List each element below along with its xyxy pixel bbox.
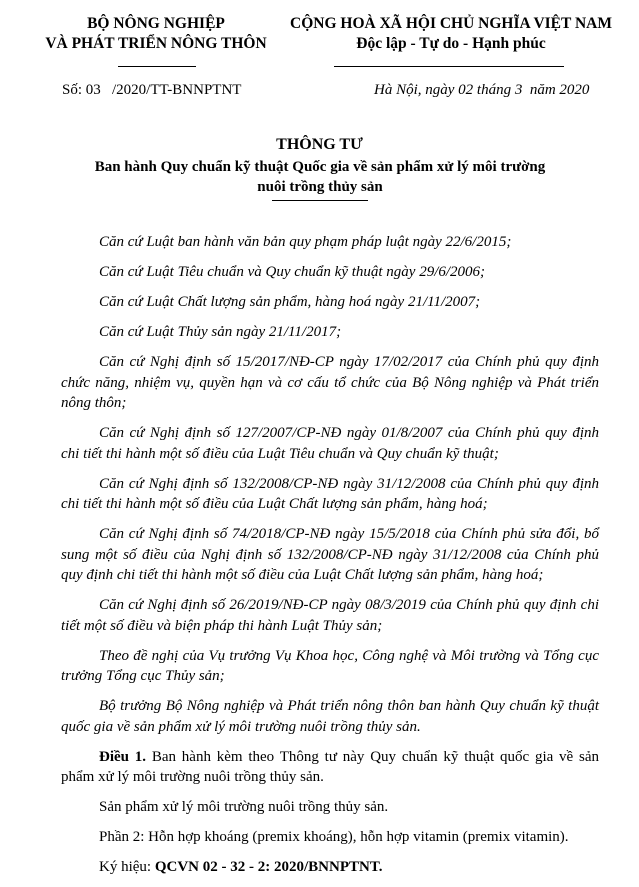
place-and-date: Hà Nội, ngày 02 tháng 3 năm 2020 [374, 82, 590, 98]
ministry-header [22, 14, 290, 54]
document-type: THÔNG TƯ [276, 136, 363, 153]
legal-basis-item: Căn cứ Nghị định số 132/2008/CP-NĐ ngày 31/12/2008 của Chính phủ quy định chi tiết thi hành một số điều của Luật Chất lượng sản phẩm, hàng hoá; [61, 475, 599, 512]
legal-basis-item: Căn cứ Nghị định số 26/2019/NĐ-CP ngày 08/3/2019 của Chính phủ quy định chi tiết một số điều và biện pháp thi hành Luật Thủy sản; [61, 597, 599, 634]
document-title-line1: Ban hành Quy chuẩn kỹ thuật Quốc gia về sản phẩm xử lý môi trường [94, 159, 546, 175]
document-number: Số: 03 /2020/TT-BNNPTNT [62, 82, 242, 98]
article-1-label: Điều 1. [99, 748, 147, 765]
motto-underline [334, 66, 564, 67]
national-motto: Độc lập - Tự do - Hạnh phúc [356, 35, 546, 52]
enactment-paragraph: Bộ trưởng Bộ Nông nghiệp và Phát triển nông thôn ban hành Quy chuẩn kỹ thuật quốc gia về sản phẩm xử lý môi trường nuôi trồng thủy sản. [61, 698, 599, 735]
symbol-line [61, 857, 599, 878]
legal-basis-item: Căn cứ Nghị định số 127/2007/CP-NĐ ngày 01/8/2007 của Chính phủ quy định chi tiết thi hành một số điều của Luật Tiêu chuẩn và Quy chuẩn kỹ thuật; [61, 425, 599, 462]
legal-basis-item: Căn cứ Luật Thủy sản ngày 21/11/2017; [99, 324, 342, 340]
ministry-underline [118, 66, 196, 67]
national-name: CỘNG HOÀ XÃ HỘI CHỦ NGHĨA VIỆT NAM [290, 15, 612, 32]
title-underline [272, 200, 368, 201]
article-1-text: Ban hành kèm theo Thông tư này Quy chuẩn kỹ thuật quốc gia về sản phẩm xử lý môi trường nuôi trồng thủy sản. [61, 748, 600, 785]
legal-basis-item: Căn cứ Luật Tiêu chuẩn và Quy chuẩn kỹ thuật ngày 29/6/2006; [99, 264, 486, 280]
article-1 [61, 747, 599, 788]
legal-basis-item: Căn cứ Luật Chất lượng sản phẩm, hàng hoá ngày 21/11/2007; [99, 294, 481, 310]
document-title [80, 157, 560, 197]
ministry-name-line2: VÀ PHÁT TRIỂN NÔNG THÔN [45, 35, 267, 52]
ministry-name-line1: BỘ NÔNG NGHIỆP [87, 15, 225, 32]
legal-basis-item: Căn cứ Nghị định số 15/2017/NĐ-CP ngày 17/02/2017 của Chính phủ quy định chức năng, nhiệm vụ, quyền hạn và cơ cấu tổ chức của Bộ Nông nghiệp và Phát triển nông thôn; [61, 354, 599, 411]
legal-basis-item: Căn cứ Luật ban hành văn bản quy phạm pháp luật ngày 22/6/2015; [99, 234, 512, 250]
product-line: Sản phẩm xử lý môi trường nuôi trồng thủy sản. [99, 799, 389, 815]
document-body [61, 232, 599, 887]
national-header [286, 14, 616, 54]
legal-basis-item: Căn cứ Nghị định số 74/2018/CP-NĐ ngày 15/5/2018 của Chính phủ sửa đổi, bổ sung một số điều của Nghị định số 132/2008/CP-NĐ ngày 31/12/2008 của Chính phủ quy định chi tiết thi hành một số điều của Luật Chất lượng sản phẩm, hàng hoá; [61, 526, 599, 583]
symbol-label: Ký hiệu: [99, 859, 155, 875]
symbol-code: QCVN 02 - 32 - 2: 2020/BNNPTNT. [154, 859, 383, 875]
part-2-line: Phần 2: Hỗn hợp khoáng (premix khoáng), hỗn hợp vitamin (premix vitamin). [99, 829, 569, 845]
document-title-line2: nuôi trồng thủy sản [257, 179, 383, 195]
proposal-paragraph: Theo đề nghị của Vụ trưởng Vụ Khoa học, Công nghệ và Môi trường và Tổng cục trưởng Tổng cục Thủy sản; [61, 647, 599, 684]
